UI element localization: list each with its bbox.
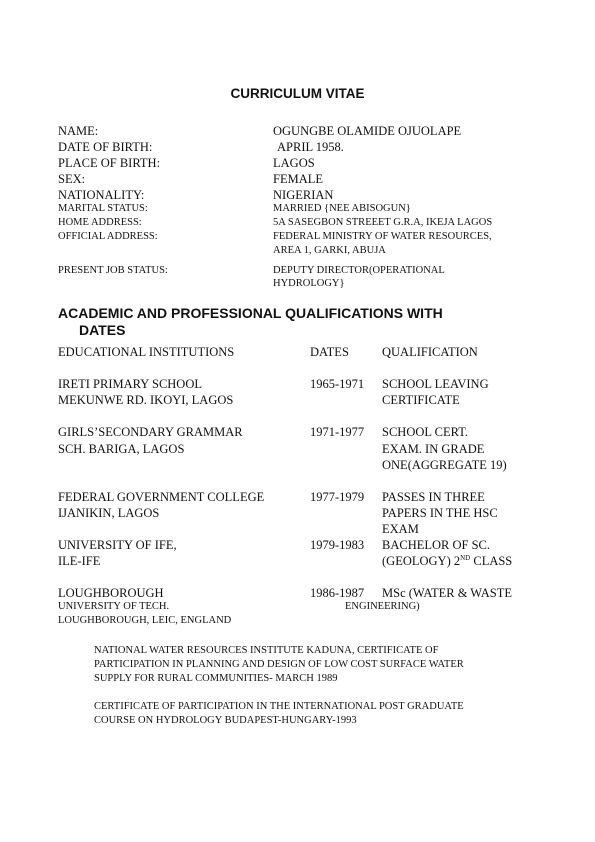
nationality-label: NATIONALITY: — [58, 188, 145, 202]
qualification-line: SCHOOL CERT. — [382, 425, 469, 439]
dates-cell: 1971-1977 — [310, 425, 365, 439]
dates-cell: 1965-1971 — [310, 377, 365, 391]
pob-label: PLACE OF BIRTH: — [58, 156, 161, 170]
marital-value: MARRIED {NEE ABISOGUN} — [273, 203, 411, 214]
dob-label: DATE OF BIRTH: — [58, 140, 153, 154]
qualification-line: EXAM. IN GRADE — [382, 442, 485, 456]
home-address-label: HOME ADDRESS: — [58, 217, 142, 228]
dates-cell: 1977-1979 — [310, 490, 365, 504]
qualification-line: CERTIFICATE — [382, 393, 460, 407]
institution-line: UNIVERSITY OF TECH. — [58, 601, 170, 612]
ordinal-superscript: ND — [460, 553, 471, 562]
job-status-line-1: DEPUTY DIRECTOR(OPERATIONAL — [273, 265, 445, 276]
official-address-line-2: AREA 1, GARKI, ABUJA — [273, 245, 386, 256]
pob-value: LAGOS — [273, 156, 315, 170]
institution-line: ILE-IFE — [58, 554, 101, 568]
official-address-label: OFFICIAL ADDRESS: — [58, 231, 158, 242]
bullet-line: COURSE ON HYDROLOGY BUDAPEST-HUNGARY-1993 — [94, 715, 357, 726]
column-header-dates: DATES — [310, 345, 349, 359]
qualification-line: PASSES IN THREE — [382, 490, 485, 504]
dates-cell: 1979-1983 — [310, 538, 365, 552]
name-value: OGUNGBE OLAMIDE OJUOLAPE — [273, 124, 462, 138]
job-status-line-2: HYDROLOGY} — [273, 278, 345, 289]
home-address-value: 5A SASEGBON STREEET G.R.A, IKEJA LAGOS — [273, 217, 493, 228]
job-status-label: PRESENT JOB STATUS: — [58, 265, 168, 276]
institution-line: LOUGHBOROUGH, LEIC, ENGLAND — [58, 615, 232, 626]
qualification-line: PAPERS IN THE HSC — [382, 506, 498, 520]
official-address-line-1: FEDERAL MINISTRY OF WATER RESOURCES, — [273, 231, 492, 242]
qualification-text: (GEOLOGY) 2 — [382, 554, 461, 568]
institution-line: IRETI PRIMARY SCHOOL — [58, 377, 202, 391]
bullet-line: NATIONAL WATER RESOURCES INSTITUTE KADUNA, CERTIFICATE OF — [94, 645, 439, 656]
qualifications-heading-line-2: DATES — [79, 322, 126, 338]
qualifications-heading-line-1: ACADEMIC AND PROFESSIONAL QUALIFICATIONS WITH — [58, 305, 443, 321]
qualification-line: BACHELOR OF SC. — [382, 538, 491, 552]
sex-value: FEMALE — [273, 172, 323, 186]
qualification-line: EXAM — [382, 522, 419, 536]
column-header-qualification: QUALIFICATION — [382, 345, 478, 359]
qualification-text: CLASS — [470, 554, 513, 568]
institution-line: UNIVERSITY OF IFE, — [58, 538, 177, 552]
institution-line: GIRLS’SECONDARY GRAMMAR — [58, 425, 243, 439]
qualification-line: ENGINEERING) — [345, 601, 420, 612]
institution-line: IJANIKIN, LAGOS — [58, 506, 160, 520]
name-label: NAME: — [58, 124, 99, 138]
column-header-institutions: EDUCATIONAL INSTITUTIONS — [58, 345, 235, 359]
dob-value: APRIL 1958. — [277, 140, 344, 154]
bullet-line: CERTIFICATE OF PARTICIPATION IN THE INTERNATIONAL POST GRADUATE — [94, 701, 464, 712]
marital-label: MARITAL STATUS: — [58, 203, 148, 214]
nationality-value: NIGERIAN — [273, 188, 334, 202]
sex-label: SEX: — [58, 172, 86, 186]
institution-line: FEDERAL GOVERNMENT COLLEGE — [58, 490, 265, 504]
bullet-line: SUPPLY FOR RURAL COMMUNITIES- MARCH 1989 — [94, 673, 338, 684]
dates-cell: 1986-1987 — [310, 586, 365, 600]
bullet-line: PARTICIPATION IN PLANNING AND DESIGN OF LOW COST SURFACE WATER — [94, 659, 464, 670]
qualification-line-with-superscript — [382, 553, 512, 569]
qualification-line: ONE(AGGREGATE 19) — [382, 458, 507, 472]
document-title: CURRICULUM VITAE — [230, 86, 365, 101]
qualification-line: MSc (WATER & WASTE — [382, 586, 512, 600]
institution-line: SCH. BARIGA, LAGOS — [58, 442, 185, 456]
institution-line: MEKUNWE RD. IKOYI, LAGOS — [58, 393, 234, 407]
qualification-line: SCHOOL LEAVING — [382, 377, 489, 391]
institution-line: LOUGHBOROUGH — [58, 586, 164, 600]
